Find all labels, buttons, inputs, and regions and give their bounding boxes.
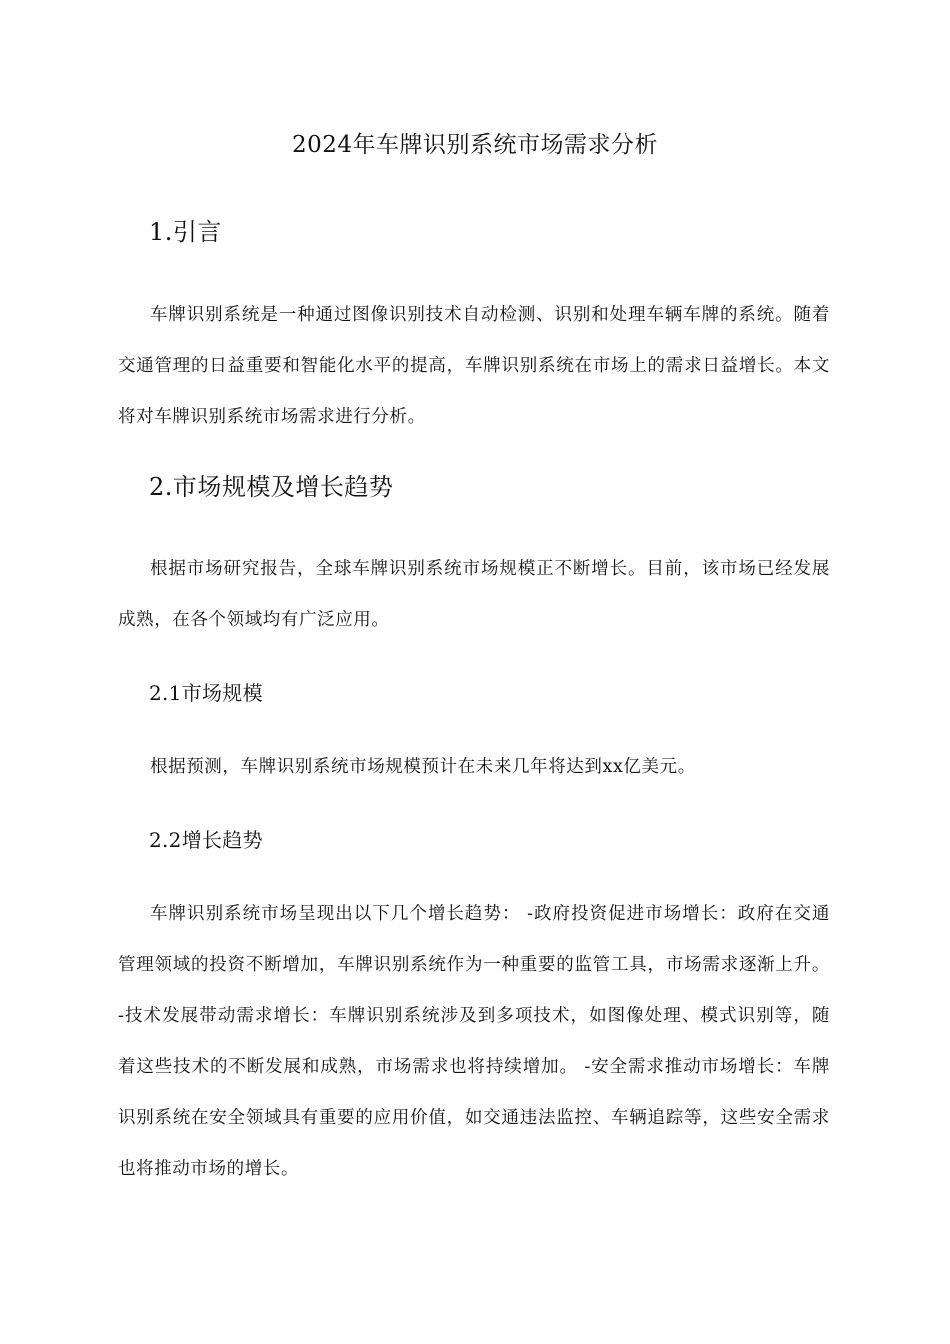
document-title: 2024年车牌识别系统市场需求分析 [291, 132, 659, 158]
subsection-heading-growth-trend: 2.2增长趋势 [149, 828, 263, 852]
section-heading-intro: 1.引言 [149, 218, 222, 246]
growth-trend-paragraph: 车牌识别系统市场呈现出以下几个增长趋势： -政府投资促进市场增长：政府在交通管理领域的投资不断增加，车牌识别系统作为一种重要的监管工具，市场需求逐渐上升。 -技术发展带动需求增长：车牌识别系统涉及到多项技术，如图像处理、模式识别等，随着这些技术的不断发展和成熟，市场需求也将持续增加。 -安全需求推动市场增长：车牌识别系统在安全领域具有重要的应用价值，如交通违法监控、车辆追踪等，这些安全需求也将推动市场的增长。 [118, 904, 830, 1179]
market-paragraph: 根据市场研究报告，全球车牌识别系统市场规模正不断增长。目前，该市场已经发展成熟，在各个领域均有广泛应用。 [118, 559, 830, 630]
section-heading-market: 2.市场规模及增长趋势 [149, 473, 394, 501]
market-size-paragraph: 根据预测，车牌识别系统市场规模预计在未来几年将达到xx亿美元。 [150, 757, 696, 777]
subsection-heading-market-size: 2.1市场规模 [149, 681, 263, 705]
intro-paragraph: 车牌识别系统是一种通过图像识别技术自动检测、识别和处理车辆车牌的系统。随着交通管理的日益重要和智能化水平的提高，车牌识别系统在市场上的需求日益增长。本文将对车牌识别系统市场需求进行分析。 [118, 305, 830, 427]
